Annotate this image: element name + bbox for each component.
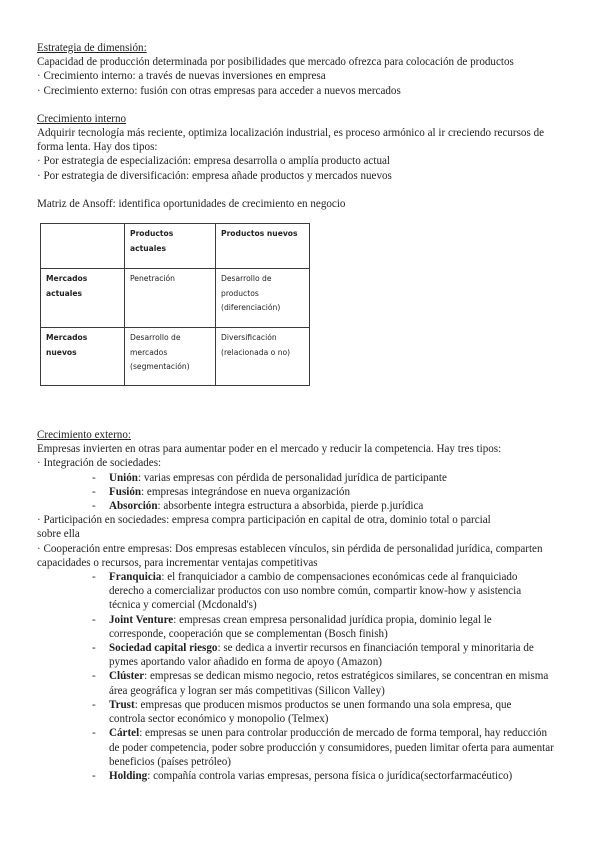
list-item: [37, 471, 567, 485]
cell-market-development: Desarrollo de mercados (segmentación): [125, 328, 216, 386]
term-holding: Holding: [109, 769, 148, 782]
internal-item-specialization: · Por estrategia de especialización: empresa desarrolla o amplía producto actual: [37, 155, 390, 168]
term-franchise: Franquicia: [109, 571, 162, 584]
ansoff-matrix-table: [40, 223, 310, 386]
list-dash: -: [92, 769, 96, 782]
list-item: [37, 613, 549, 641]
desc-joint-venture: : empresas crean empresa personalidad jurídica propia, dominio legal le corresponde, cooperación que se complementan (Bosch finish): [109, 613, 492, 640]
document-page: [37, 41, 567, 783]
list-dash: -: [92, 613, 96, 626]
desc-cluster: : empresas se dedican mismo negocio, retos estratégicos similares, se concentran en misma área geográfica y logran ser más competitivas (Silicon Valley): [109, 670, 549, 697]
term-absorption: Absorción: [109, 500, 158, 513]
list-dash: -: [92, 571, 96, 584]
internal-intro: Adquirir tecnología más reciente, optimiza localización industrial, es proceso armónico al ir creciendo recursos de forma lenta. Hay dos tipos:: [37, 127, 545, 154]
ansoff-caption: Matriz de Ansoff: identifica oportunidades de crecimiento en negocio: [37, 197, 346, 210]
list-item: [37, 485, 567, 499]
internal-item-diversification: · Por estrategia de diversificación: empresa añade productos y mercados nuevos: [37, 169, 392, 182]
external-intro: Empresas invierten en otras para aumentar poder en el mercado y reducir la competencia. Hay tres tipos:: [37, 443, 502, 456]
cell-product-development: Desarrollo de productos (diferenciación): [216, 269, 310, 328]
internal-heading: Crecimiento interno: [37, 112, 127, 125]
desc-franchise: : el franquiciador a cambio de compensaciones económicas cede al franquiciado derecho a comercializar productos con uso nombre común, compartir know-how y asistencia técnica y comercial (Mcdonald's): [109, 571, 522, 612]
list-dash: -: [92, 500, 96, 513]
term-fusion: Fusión: [109, 485, 142, 498]
desc-trust: : empresas que producen mismos productos se unen formando una sola empresa, que controla sector económico y monopolio (Telmex): [109, 698, 512, 726]
table-corner-cell: [41, 224, 125, 269]
term-cluster: Clúster: [109, 670, 145, 683]
list-item: [37, 769, 569, 783]
list-dash: -: [92, 698, 96, 711]
list-dash: -: [92, 485, 96, 498]
table-row: [41, 328, 310, 386]
cell-penetration: Penetración: [125, 269, 216, 328]
term-union: Unión: [109, 471, 138, 484]
cell-diversification: Diversificación (relacionada o no): [216, 328, 310, 386]
integration-title: · Integración de sociedades:: [37, 457, 162, 470]
cooperation-title: · Cooperación entre empresas: Dos empresas establecen vínculos, sin pérdida de personalidad jurídica, comparten capacidades o recursos, para incrementar ventajas competitivas: [37, 542, 543, 569]
desc-holding: : compañía controla varias empresas, persona física o jurídica(sectorfarmacéutico): [147, 769, 513, 782]
dimension-intro: Capacidad de producción determinada por posibilidades que mercado ofrezca para colocación de productos: [37, 56, 514, 69]
list-dash: -: [92, 471, 96, 484]
participation-text: · Participación en sociedades: empresa compra participación en capital de otra, dominio total o parcial sobre ella: [37, 514, 491, 541]
desc-fusion: : empresas integrándose en nueva organización: [141, 485, 351, 498]
list-dash: -: [92, 670, 96, 683]
term-venture-capital: Sociedad capital riesgo: [109, 642, 218, 655]
list-item: [37, 570, 549, 613]
dimension-item-internal: · Crecimiento interno: a través de nuevas inversiones en empresa: [37, 70, 326, 83]
col-header-current-products: Productos actuales: [125, 224, 216, 269]
desc-absorption: : absorbente integra estructura a absorbida, pierde p.jurídica: [157, 500, 424, 513]
table-row: [41, 269, 310, 328]
list-item: [37, 499, 567, 513]
desc-cartel: : empresas se unen para controlar producción de mercado de forma temporal, hay reducción de poder competencia, poder sobre producción y consumidores, pueden limitar oferta para aumentar beneficios (países petróleo): [109, 727, 554, 768]
list-dash: -: [92, 727, 96, 740]
term-cartel: Cártel: [109, 727, 140, 740]
dimension-heading: Estrategia de dimensión:: [37, 42, 147, 54]
dimension-item-external: · Crecimiento externo: fusión con otras empresas para acceder a nuevos mercados: [37, 84, 401, 97]
list-item: [37, 726, 559, 769]
term-joint-venture: Joint Venture: [109, 613, 174, 626]
desc-venture-capital: : se dedica a invertir recursos en financiación temporal y minoritaria de pymes aportando valor añadido en forma de apoyo (Amazon): [109, 642, 534, 669]
term-trust: Trust: [109, 698, 135, 711]
desc-union: : varias empresas con pérdida de personalidad jurídica de participante: [137, 471, 447, 484]
external-heading: Crecimiento externo:: [37, 429, 131, 442]
list-item: [37, 669, 559, 697]
table-row: [41, 224, 310, 269]
list-item: [37, 641, 549, 669]
col-header-new-products: Productos nuevos: [216, 224, 310, 269]
list-item: [37, 698, 549, 726]
row-header-current-markets: Mercados actuales: [41, 269, 125, 328]
row-header-new-markets: Mercados nuevos: [41, 328, 125, 386]
list-dash: -: [92, 642, 96, 655]
